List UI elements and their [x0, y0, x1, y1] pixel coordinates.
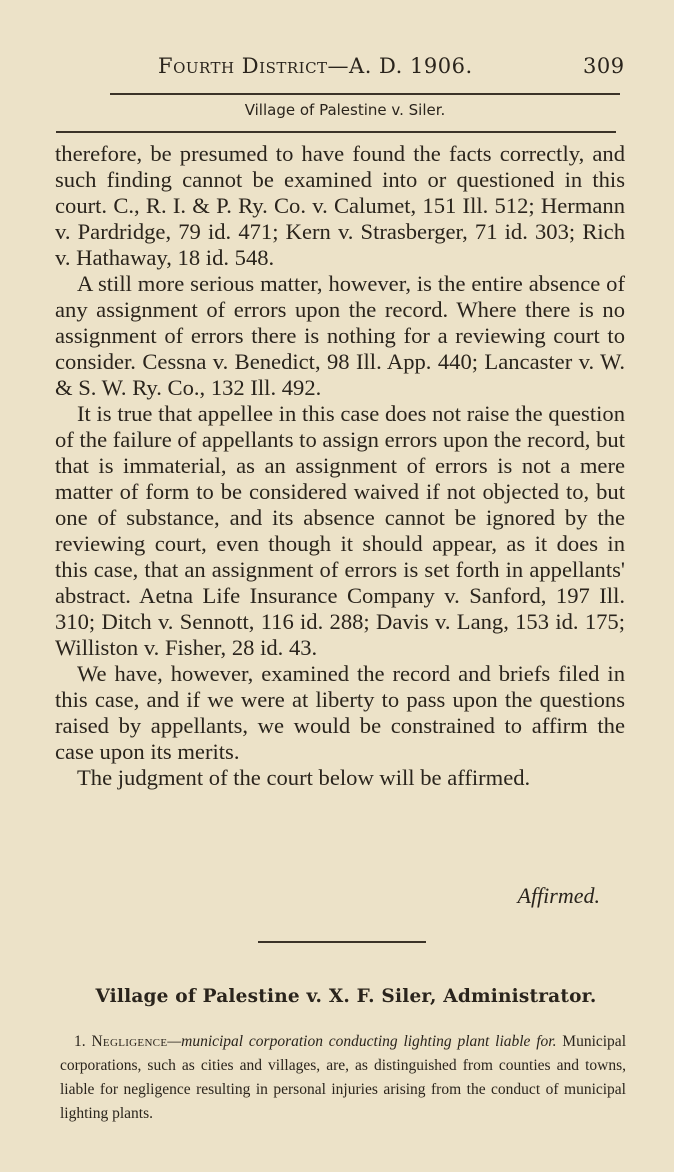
- paragraph-1: therefore, be presumed to have found the facts correctly, and such finding cannot be examined into or questioned in this court. C., R. I. & P. Ry. Co. v. Calumet, 151 Ill. 512; Hermann v. Pardridge, 79 id. 471; Kern v. Strasberger, 71 id. 303; Rich v. Hathaway, 18 id. 548.: [55, 141, 625, 270]
- page-number: 309: [583, 54, 625, 78]
- header-rule: [110, 93, 620, 95]
- headnote-subtopic: —municipal corporation conducting lighting plant liable for.: [167, 1033, 557, 1050]
- case-title-header: Village of Palestine v. Siler.: [244, 101, 446, 119]
- headnote-topic: Negligence: [91, 1033, 168, 1050]
- paragraph-4: We have, however, examined the record and briefs filed in this case, and if we were at liberty to pass upon the questions raised by appellants, we would be constrained to affirm the case upon its merits.: [55, 661, 625, 764]
- next-case-title: Village of Palestine v. X. F. Siler, Administrator.: [95, 986, 597, 1007]
- subheader-rule: [56, 131, 616, 133]
- paragraph-2: A still more serious matter, however, is the entire absence of any assignment of errors upon the record. Where there is no assignment of errors there is nothing for a reviewing court to consider. Cessna v. Benedict, 98 Ill. App. 440; Lancaster v. W. & S. W. Ry. Co., 132 Ill. 492.: [55, 271, 625, 400]
- paragraph-3: It is true that appellee in this case does not raise the question of the failure of appellants to assign errors upon the record, but that is immaterial, as an assignment of errors is not a mere matter of form to be considered waived if not objected to, but one of substance, and its absence cannot be ignored by the reviewing court, even though it should appear, as it does in this case, that an assignment of errors is set forth in appellants' abstract. Aetna Life Insurance Company v. Sanford, 197 Ill. 310; Ditch v. Sennott, 116 id. 288; Davis v. Lang, 153 id. 175; Williston v. Fisher, 28 id. 43.: [55, 401, 625, 660]
- disposition: Affirmed.: [517, 883, 600, 908]
- paragraph-5: The judgment of the court below will be affirmed.: [77, 765, 531, 790]
- headnote-number: 1.: [74, 1033, 86, 1050]
- running-head: [0, 54, 674, 84]
- opinion-body: [55, 141, 625, 791]
- case-divider: [258, 941, 426, 943]
- headnote-text: Municipal corporations, such as cities and villages, are, as distinguished from counties and towns, liable for negligence resulting in personal injuries arising from the conduct of municipal lighting plants.: [60, 1033, 626, 1122]
- running-title: Fourth District—A. D. 1906.: [158, 54, 473, 78]
- headnote: [60, 1030, 626, 1126]
